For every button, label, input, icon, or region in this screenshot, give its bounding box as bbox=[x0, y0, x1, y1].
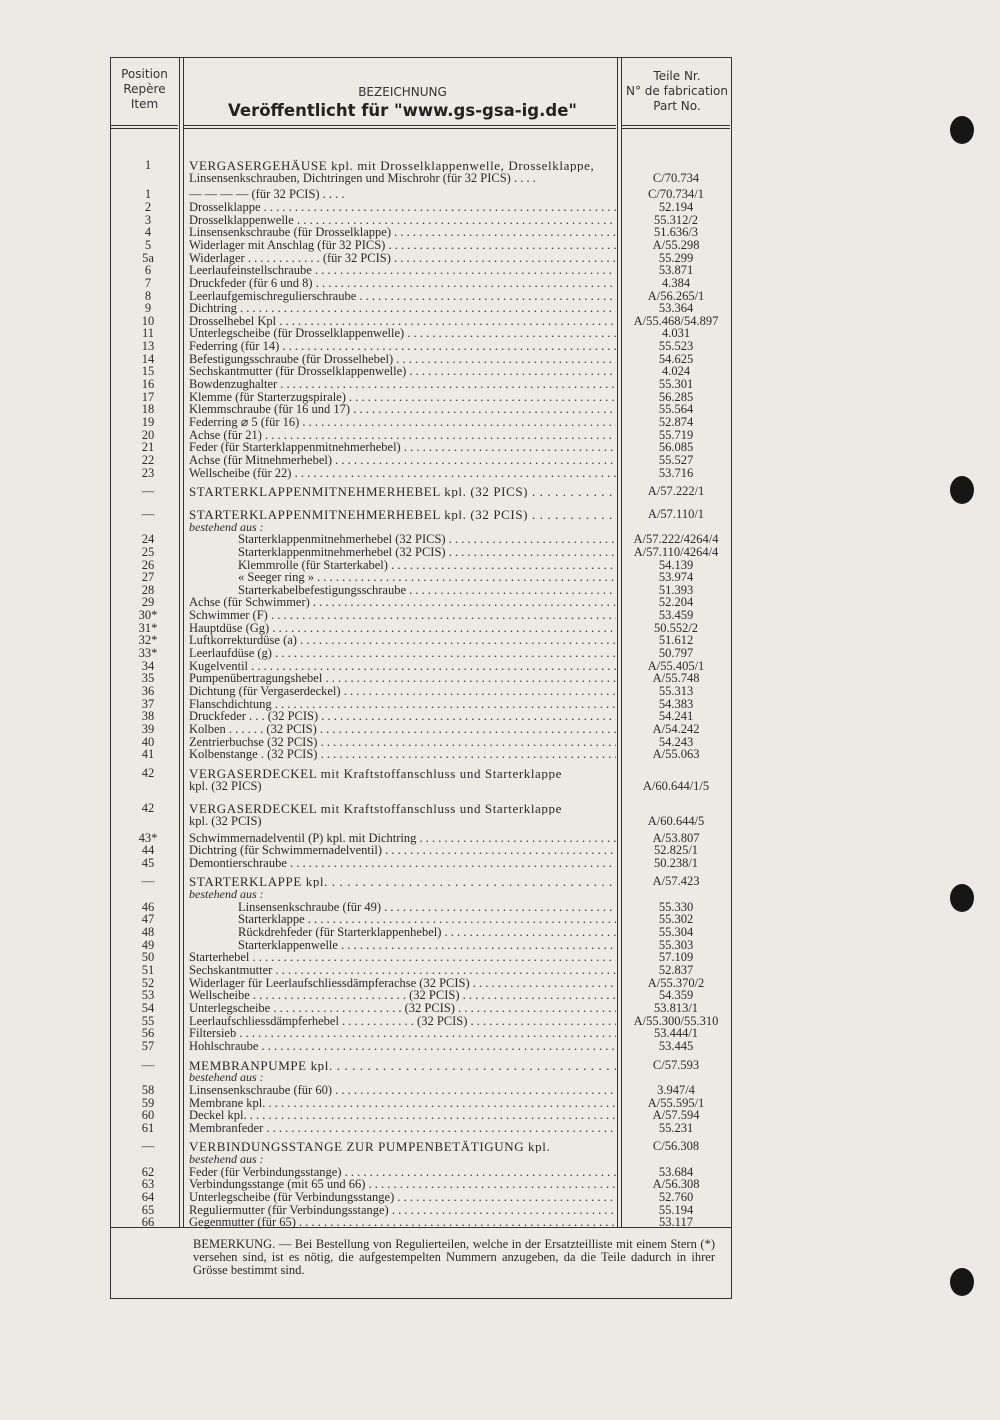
item-position: 65 bbox=[141, 1202, 155, 1217]
item-position: 30* bbox=[138, 608, 158, 623]
item-description: Klemme (für Starterzugspirale) . . . bbox=[189, 391, 616, 404]
item-position: 4 bbox=[144, 225, 152, 240]
item-part-number: A/55.468/54.897 bbox=[633, 313, 719, 328]
item-position: 45 bbox=[141, 855, 155, 870]
item-position: 9 bbox=[144, 301, 152, 316]
item-position: — bbox=[141, 506, 155, 521]
item-part-number: 51.636/3 bbox=[653, 225, 699, 240]
item-description: Zentrierbuchse (32 PCIS) . . . bbox=[189, 736, 616, 749]
item-description: Hohlschraube . . . bbox=[189, 1040, 616, 1053]
item-part-number: 54.383 bbox=[658, 696, 694, 711]
item-position: 15 bbox=[141, 364, 155, 379]
item-description: VERGASERGEHÄUSE kpl. mit Drosselklappenwelle, Drosselklappe, bbox=[189, 159, 595, 172]
item-part-number: 53.813/1 bbox=[653, 1000, 699, 1015]
item-part-number: 53.364 bbox=[658, 301, 694, 316]
item-description: Gegenmutter (für 65) . . . bbox=[189, 1216, 616, 1229]
item-description: Membrane kpl. . . . bbox=[189, 1097, 616, 1110]
item-part-number: C/70.734/1 bbox=[648, 187, 704, 202]
item-part-number: 54.359 bbox=[658, 988, 694, 1003]
item-part-number: A/56.308 bbox=[652, 1177, 700, 1192]
item-description: Hauptdüse (Gg) . . . bbox=[189, 622, 616, 635]
item-part-number: 55.301 bbox=[658, 377, 694, 392]
item-position: 20 bbox=[141, 427, 155, 442]
item-position: — bbox=[141, 484, 155, 499]
item-description: Druckfeder (für 6 und 8) . . . bbox=[189, 277, 616, 290]
item-part-number: A/55.748 bbox=[652, 671, 700, 686]
item-description: Verbindungsstange (mit 65 und 66) . . . bbox=[189, 1178, 616, 1191]
item-description: Sechskantmutter (für Drosselklappenwelle) . . . bbox=[189, 365, 616, 378]
item-position: 31* bbox=[138, 620, 158, 635]
item-part-number: 53.117 bbox=[659, 1215, 693, 1230]
item-position: 35 bbox=[141, 671, 155, 686]
header-part-fr: N° de fabrication bbox=[625, 84, 728, 98]
item-part-number: 4.384 bbox=[661, 275, 691, 290]
header-position-fr: Repère bbox=[123, 82, 166, 96]
item-description: VERGASERDECKEL mit Kraftstoffanschluss und Starterklappe bbox=[189, 802, 562, 816]
item-part-number: A/57.594 bbox=[652, 1108, 700, 1123]
item-description: Widerlager mit Anschlag (für 32 PICS) . . . bbox=[189, 239, 616, 252]
item-part-number: 55.313 bbox=[658, 684, 694, 698]
item-position: 10 bbox=[141, 313, 155, 328]
item-part-number: 3.947/4 bbox=[657, 1082, 695, 1097]
item-position: — bbox=[141, 1139, 155, 1154]
item-part-number: 54.241 bbox=[658, 709, 694, 724]
item-part-number: 53.974 bbox=[658, 570, 694, 585]
item-part-number: A/60.644/1/5 bbox=[642, 778, 710, 793]
item-description: Kugelventil . . . bbox=[189, 660, 616, 673]
item-position: 48 bbox=[141, 925, 155, 940]
item-part-number: 57.109 bbox=[658, 950, 694, 965]
item-part-number: 52.837 bbox=[658, 963, 694, 977]
item-position: 29 bbox=[141, 595, 155, 610]
item-description: Wellscheibe (für 22) . . . bbox=[189, 467, 616, 480]
item-description: Leerlaufeinstellschraube . . . bbox=[189, 264, 616, 277]
item-position: 39 bbox=[141, 721, 155, 736]
item-position: 6 bbox=[144, 263, 152, 278]
item-position: 16 bbox=[141, 377, 155, 392]
item-description: Starterklappe . . . bbox=[238, 913, 616, 926]
item-position: 7 bbox=[144, 275, 152, 290]
item-description: Linsensenkschraube (für Drosselklappe) . . . bbox=[189, 226, 616, 239]
item-position: 51 bbox=[141, 963, 155, 977]
item-position: 42 bbox=[141, 765, 155, 780]
item-position: 58 bbox=[141, 1082, 155, 1097]
item-part-number: 53.459 bbox=[658, 608, 694, 623]
item-description: Wellscheibe . . . . . . . . . . . . . . . . . . . . . . . . . (32 PCIS) . . . bbox=[189, 989, 616, 1002]
item-position: 28 bbox=[141, 582, 155, 597]
item-description-continued: kpl. (32 PCIS) bbox=[189, 813, 262, 828]
item-part-number: 54.625 bbox=[658, 351, 694, 366]
item-description: Linsensenkschraube (für 60) . . . bbox=[189, 1084, 616, 1097]
item-description-continued: kpl. (32 PICS) bbox=[189, 778, 262, 793]
item-description: Linsensenkschraube (für 49) . . . bbox=[238, 901, 616, 914]
item-description: Starterklappenwelle . . . bbox=[238, 939, 616, 952]
item-position: 55 bbox=[141, 1013, 155, 1028]
item-description: Schwimmernadelventil (P) kpl. mit Dichtring . . . bbox=[189, 832, 616, 845]
item-description: Dichtung (für Vergaserdeckel) . . . bbox=[189, 685, 616, 698]
item-part-number: 53.445 bbox=[658, 1038, 694, 1053]
item-description: Druckfeder . . . (32 PCIS) . . . bbox=[189, 710, 616, 723]
item-position: 42 bbox=[141, 801, 155, 816]
item-position: 8 bbox=[144, 288, 152, 303]
item-description: Achse (für Mitnehmerhebel) . . . bbox=[189, 454, 616, 467]
item-description: Kolben . . . . . . (32 PCIS) . . . bbox=[189, 723, 616, 736]
item-position: 56 bbox=[141, 1026, 155, 1041]
item-description: Membranfeder . . . bbox=[189, 1122, 616, 1135]
item-description: Kolbenstange . (32 PCIS) . . . bbox=[189, 748, 616, 761]
item-position: 60 bbox=[141, 1108, 155, 1123]
item-position: 17 bbox=[141, 389, 155, 404]
item-description: Unterlegscheibe (für Verbindungsstange) . . . bbox=[189, 1191, 616, 1204]
item-position: 33* bbox=[138, 646, 158, 661]
item-part-number: 52.874 bbox=[658, 415, 694, 429]
item-position: 43* bbox=[138, 830, 158, 845]
item-position: 32* bbox=[138, 633, 158, 648]
item-position: 62 bbox=[141, 1164, 155, 1179]
item-description: Luftkorrekturdüse (a) . . . bbox=[189, 634, 616, 647]
item-position: 27 bbox=[141, 570, 155, 585]
item-position: 2 bbox=[144, 199, 152, 214]
item-position: — bbox=[141, 1057, 155, 1072]
item-description: Unterlegscheibe (für Drosselklappenwelle) . . . bbox=[189, 327, 616, 340]
item-position: 19 bbox=[141, 415, 155, 429]
consists-of-label: bestehend aus : bbox=[189, 519, 264, 534]
item-description: STARTERKLAPPENMITNEHMERHEBEL kpl. (32 PICS) . . . bbox=[189, 485, 616, 498]
item-part-number: A/55.063 bbox=[652, 747, 700, 762]
item-description: Achse (für Schwimmer) . . . bbox=[189, 596, 616, 609]
item-part-number: A/57.110/1 bbox=[647, 506, 705, 521]
item-part-number: A/55.300/55.310 bbox=[633, 1013, 719, 1028]
item-position: 26 bbox=[141, 557, 155, 572]
item-description: Drosselhebel Kpl . . . bbox=[189, 315, 616, 328]
item-description: « Seeger ring » . . . bbox=[238, 571, 616, 584]
item-description: Schwimmer (F) . . . bbox=[189, 609, 616, 622]
item-description: Feder (für Starterklappenmitnehmerhebel) . . . bbox=[189, 441, 616, 454]
item-part-number: 55.302 bbox=[658, 912, 694, 927]
item-part-number: A/55.298 bbox=[652, 237, 700, 252]
item-position: 1 bbox=[144, 187, 152, 202]
item-part-number: 50.552/2 bbox=[653, 620, 699, 635]
header-part-de: Teile Nr. bbox=[653, 69, 701, 83]
item-description: Leerlaufdüse (g) . . . bbox=[189, 647, 616, 660]
item-description: Achse (für 21) . . . bbox=[189, 429, 616, 442]
item-position: 18 bbox=[141, 402, 155, 417]
item-part-number: A/53.807 bbox=[652, 830, 700, 845]
item-position: 64 bbox=[141, 1190, 155, 1205]
item-part-number: 52.825/1 bbox=[653, 843, 699, 858]
item-part-number: 55.231 bbox=[658, 1120, 694, 1135]
item-description: Flanschdichtung . . . bbox=[189, 698, 616, 711]
item-part-number: 55.299 bbox=[658, 250, 694, 265]
item-position: 54 bbox=[141, 1000, 155, 1015]
consists-of-label: bestehend aus : bbox=[189, 1070, 264, 1085]
item-part-number: 54.139 bbox=[658, 557, 694, 572]
header-position-en: Item bbox=[130, 97, 159, 111]
item-description: Demontierschraube . . . bbox=[189, 857, 616, 870]
item-description: Klemmschraube (für 16 und 17) . . . bbox=[189, 403, 616, 416]
item-description: Pumpenübertragungshebel . . . bbox=[189, 672, 616, 685]
item-part-number: A/60.644/5 bbox=[647, 813, 705, 828]
item-position: 13 bbox=[141, 339, 155, 354]
item-part-number: 53.871 bbox=[658, 263, 694, 278]
item-position: 50 bbox=[141, 950, 155, 965]
item-description: Starterklappenmitnehmerhebel (32 PICS) . . . bbox=[238, 533, 616, 546]
item-position: 38 bbox=[141, 709, 155, 724]
item-position: 61 bbox=[141, 1120, 155, 1135]
designation-column-header: BEZEICHNUNG bbox=[358, 85, 447, 99]
header-part-en: Part No. bbox=[653, 99, 701, 113]
item-part-number: C/70.734 bbox=[652, 170, 700, 185]
item-description: Dichtring . . . bbox=[189, 302, 616, 315]
item-description: Federring (für 14) . . . bbox=[189, 340, 616, 353]
item-part-number: 53.716 bbox=[658, 465, 694, 480]
item-description: — — — — (für 32 PCIS) . . . . bbox=[189, 188, 345, 202]
item-part-number: 55.719 bbox=[658, 427, 694, 442]
item-position: 46 bbox=[141, 899, 155, 914]
item-position: 63 bbox=[141, 1177, 155, 1192]
item-part-number: 56.285 bbox=[658, 389, 694, 404]
item-part-number: 55.523 bbox=[658, 339, 694, 354]
item-description: MEMBRANPUMPE kpl. . . . bbox=[189, 1059, 616, 1072]
item-part-number: 51.612 bbox=[658, 633, 694, 648]
item-part-number: 55.312/2 bbox=[653, 212, 699, 227]
item-part-number: C/56.308 bbox=[652, 1139, 700, 1154]
header-position-de: Position bbox=[121, 67, 168, 81]
item-position: 21 bbox=[141, 440, 155, 455]
item-description: VERGASERDECKEL mit Kraftstoffanschluss und Starterklappe bbox=[189, 766, 562, 780]
item-part-number: 52.194 bbox=[658, 199, 694, 214]
item-part-number: 55.304 bbox=[658, 925, 694, 940]
item-position: 1 bbox=[144, 158, 152, 172]
item-position: 44 bbox=[141, 843, 155, 858]
item-part-number: 55.330 bbox=[658, 899, 694, 914]
item-position: 52 bbox=[141, 975, 155, 990]
item-position: — bbox=[141, 874, 155, 889]
item-description: Reguliermutter (für Verbindungsstange) . . . bbox=[189, 1204, 616, 1217]
item-description: Leerlaufschliessdämpferhebel . . . . . . . . . . . . (32 PCIS) . . . bbox=[189, 1015, 616, 1028]
item-position: 53 bbox=[141, 988, 155, 1003]
item-position: 59 bbox=[141, 1095, 155, 1110]
item-description: Befestigungsschraube (für Drosselhebel) . . . bbox=[189, 353, 616, 366]
item-part-number: A/56.265/1 bbox=[647, 288, 705, 303]
item-part-number: 54.243 bbox=[658, 734, 694, 749]
item-position: 24 bbox=[141, 532, 155, 547]
item-position: 5 bbox=[144, 237, 152, 252]
item-part-number: A/57.222/4264/4 bbox=[633, 532, 719, 547]
item-position: 41 bbox=[141, 747, 155, 762]
item-description: STARTERKLAPPE kpl. . . . bbox=[189, 875, 616, 888]
item-description: Starterkabelbefestigungsschraube . . . bbox=[238, 584, 616, 597]
item-position: 66 bbox=[141, 1215, 155, 1230]
item-part-number: A/55.370/2 bbox=[647, 975, 705, 990]
item-description: Widerlager für Leerlaufschliessdämpferachse (32 PCIS) . . . bbox=[189, 977, 616, 990]
item-description: Dichtring (für Schwimmernadelventil) . . . bbox=[189, 844, 616, 857]
item-description: Starterhebel . . . bbox=[189, 951, 616, 964]
published-for-note: Veröffentlicht für "www.gs-gsa-ig.de" bbox=[228, 101, 577, 120]
item-position: 40 bbox=[141, 734, 155, 749]
item-description: Drosselklappe . . . bbox=[189, 201, 616, 214]
item-part-number: 4.031 bbox=[661, 326, 691, 341]
item-part-number: 4.024 bbox=[661, 364, 691, 379]
item-description: Feder (für Verbindungsstange) . . . bbox=[189, 1166, 616, 1179]
item-description: Rückdrehfeder (für Starterklappenhebel) . . . bbox=[238, 926, 616, 939]
item-part-number: A/57.222/1 bbox=[647, 484, 705, 499]
item-description-continued: Linsensenkschrauben, Dichtringen und Mischrohr (für 32 PICS) . . . . bbox=[189, 170, 536, 185]
remark-note: BEMERKUNG. — Bei Bestellung von Regulierteilen, welche in der Ersatzteilliste mit einem Stern (*) versehen sind, ist es nötig, die aufgestempelten Nummern anzugeben, da die Teile dadurch in ihrer Grösse bestimmt sind. bbox=[193, 1237, 715, 1277]
item-description: Widerlager . . . . . . . . . . . . (für 32 PCIS) . . . bbox=[189, 252, 616, 265]
item-part-number: 55.527 bbox=[658, 452, 694, 467]
item-description: Deckel kpl. . . . bbox=[189, 1109, 616, 1122]
item-position: 34 bbox=[141, 658, 155, 673]
item-position: 3 bbox=[144, 212, 152, 227]
item-description: STARTERKLAPPENMITNEHMERHEBEL kpl. (32 PCIS) . . . bbox=[189, 508, 616, 521]
item-position: 25 bbox=[141, 544, 155, 559]
item-position: 22 bbox=[141, 452, 155, 467]
item-position: 23 bbox=[141, 465, 155, 480]
item-position: 37 bbox=[141, 696, 155, 711]
item-part-number: 50.238/1 bbox=[653, 855, 699, 870]
item-description: Drosselklappenwelle . . . bbox=[189, 214, 616, 227]
item-description: Filtersieb . . . bbox=[189, 1027, 616, 1040]
item-position: 47 bbox=[141, 912, 155, 927]
item-position: 49 bbox=[141, 937, 155, 952]
item-description: Federring ⌀ 5 (für 16) . . . bbox=[189, 416, 616, 429]
item-part-number: 53.444/1 bbox=[653, 1026, 699, 1041]
item-part-number: A/54.242 bbox=[652, 721, 700, 736]
item-part-number: 55.303 bbox=[658, 937, 694, 952]
item-part-number: A/57.423 bbox=[652, 874, 700, 889]
item-part-number: 53.684 bbox=[658, 1164, 694, 1179]
consists-of-label: bestehend aus : bbox=[189, 887, 264, 902]
item-part-number: A/57.110/4264/4 bbox=[633, 544, 719, 559]
item-description: Sechskantmutter . . . bbox=[189, 964, 616, 977]
item-description: Bowdenzughalter . . . bbox=[189, 378, 616, 391]
item-position: 14 bbox=[141, 351, 155, 366]
item-position: 11 bbox=[141, 326, 155, 341]
consists-of-label: bestehend aus : bbox=[189, 1152, 264, 1167]
item-description: Starterklappenmitnehmerhebel (32 PCIS) . . . bbox=[238, 546, 616, 559]
item-part-number: 56.085 bbox=[658, 440, 694, 455]
item-position: 36 bbox=[141, 684, 155, 698]
item-part-number: 52.760 bbox=[658, 1190, 694, 1205]
item-part-number: 55.564 bbox=[658, 402, 694, 417]
item-part-number: 51.393 bbox=[658, 582, 694, 597]
item-description: Leerlaufgemischregulierschraube . . . bbox=[189, 290, 616, 303]
item-part-number: 52.204 bbox=[658, 595, 694, 610]
item-description: Klemmrolle (für Starterkabel) . . . bbox=[238, 559, 616, 572]
item-part-number: 50.797 bbox=[658, 646, 694, 661]
item-part-number: A/55.595/1 bbox=[647, 1095, 705, 1110]
item-position: 5a bbox=[142, 250, 154, 265]
item-part-number: 55.194 bbox=[658, 1202, 694, 1217]
item-description: VERBINDUNGSSTANGE ZUR PUMPENBETÄTIGUNG kpl. bbox=[189, 1140, 551, 1154]
item-description: Unterlegscheibe . . . . . . . . . . . . . . . . . . . . . (32 PCIS) . . . bbox=[189, 1002, 616, 1015]
item-position: 57 bbox=[141, 1038, 155, 1053]
item-part-number: A/55.405/1 bbox=[647, 658, 705, 673]
item-part-number: C/57.593 bbox=[652, 1057, 700, 1072]
